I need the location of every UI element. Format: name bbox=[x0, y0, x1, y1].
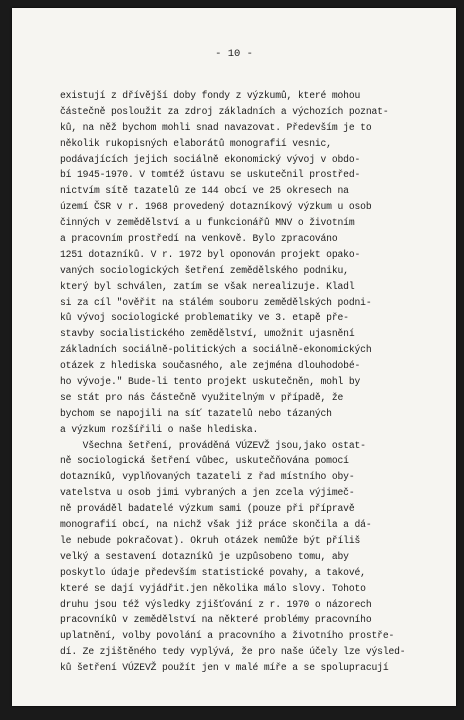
text-line: velký a sestavení dotazníků je uzpůsobeno tomu, aby bbox=[60, 550, 349, 562]
text-line: Všechna šetření, prováděná VÚZEVŽ jsou,jako ostat- bbox=[60, 439, 366, 451]
text-line: dí. Ze zjištěného tedy vyplývá, že pro naše účely lze výsled- bbox=[60, 646, 406, 658]
text-line: které se dají vyjádřit.jen několika málo slovy. Tohoto bbox=[60, 582, 366, 594]
text-line: ho vývoje." Bude-li tento projekt uskutečněn, mohl by bbox=[60, 376, 361, 388]
text-line: ně prováděl badatelé výzkum sami (pouze při přípravě bbox=[60, 503, 355, 515]
text-line: vaných sociologických šetření zemědělského podniku, bbox=[60, 264, 349, 276]
text-line: který byl schválen, zatím se však nerealizuje. Kladl bbox=[60, 280, 355, 292]
text-line: ků šetření VÚZEVŽ použít jen v malé míře a se spolupracují bbox=[60, 662, 389, 674]
text-line: druhu jsou též výsledky zjišťování z r. 1970 o názorech bbox=[60, 598, 372, 610]
text-line: bychom se napojili na síť tazatelů nebo tázaných bbox=[60, 407, 332, 419]
text-line: si za cíl "ověřit na stálém souboru zemědělských podni- bbox=[60, 296, 372, 308]
text-line: nictvím sítě tazatelů ze 144 obcí ve 25 okresech na bbox=[60, 185, 349, 197]
text-line: otázek z hlediska současného, ale zejména dlouhodobé- bbox=[60, 360, 361, 372]
text-line: uplatnění, volby povolání a pracovního a životního prostře- bbox=[60, 630, 395, 642]
text-line: stavby socialistického zemědělství, umožnit ujasnění bbox=[60, 328, 355, 340]
text-line: se stát pro nás částečně využitelným v případě, že bbox=[60, 391, 344, 403]
text-line: ků vývoj sociologické problematiky ve 3. etapě pře- bbox=[60, 312, 349, 324]
page-number: - 10 - bbox=[215, 48, 253, 60]
text-line: monografií obcí, na nichž však již práce skončila a dá- bbox=[60, 519, 372, 531]
text-line: existují z dřívější doby fondy z výzkumů, které mohou bbox=[60, 90, 361, 101]
text-line: vatelstva u osob jimi vybraných a jen zcela výjimeč- bbox=[60, 487, 355, 499]
text-line: bí 1945-1970. V tomtéž ústavu se uskutečnil prostřed- bbox=[60, 169, 361, 181]
document-page bbox=[12, 8, 456, 706]
text-line: a pracovním prostředí na venkově. Bylo zpracováno bbox=[60, 233, 338, 245]
text-line: dotazníků, vyplňovaných tazateli z řad místního oby- bbox=[60, 471, 355, 483]
text-line: částečně posloužit za zdroj základních a výchozích poznat- bbox=[60, 105, 389, 117]
text-line: základních sociálně-politických a sociálně-ekonomických bbox=[60, 344, 372, 356]
text-line: le nebude pokračovat). Okruh otázek nemůže být příliš bbox=[60, 534, 361, 546]
text-line: ně sociologická šetření vůbec, uskutečňována pomocí bbox=[60, 455, 349, 467]
text-line: činných v zemědělství a u funkcionářů MNV o životním bbox=[60, 217, 355, 229]
text-line: a výzkum rozšířili o naše hlediska. bbox=[60, 423, 259, 435]
text-line: pracovníků v zemědělství na některé problémy pracovního bbox=[60, 614, 372, 626]
text-line: podávajících jejich sociálně ekonomický vývoj v obdo- bbox=[60, 153, 361, 165]
text-line: ků, na něž bychom mohli snad navazovat. Především je to bbox=[60, 121, 372, 133]
text-line: poskytlo údaje především statistické povahy, a takové, bbox=[60, 566, 366, 578]
text-line: několik rukopisných elaborátů monografií vesnic, bbox=[60, 137, 332, 149]
text-line: území ČSR v r. 1968 provedený dotazníkový výzkum u osob bbox=[60, 201, 372, 213]
text-line: 1251 dotazníků. V r. 1972 byl oponován projekt opako- bbox=[60, 248, 361, 260]
body-text bbox=[60, 88, 430, 676]
